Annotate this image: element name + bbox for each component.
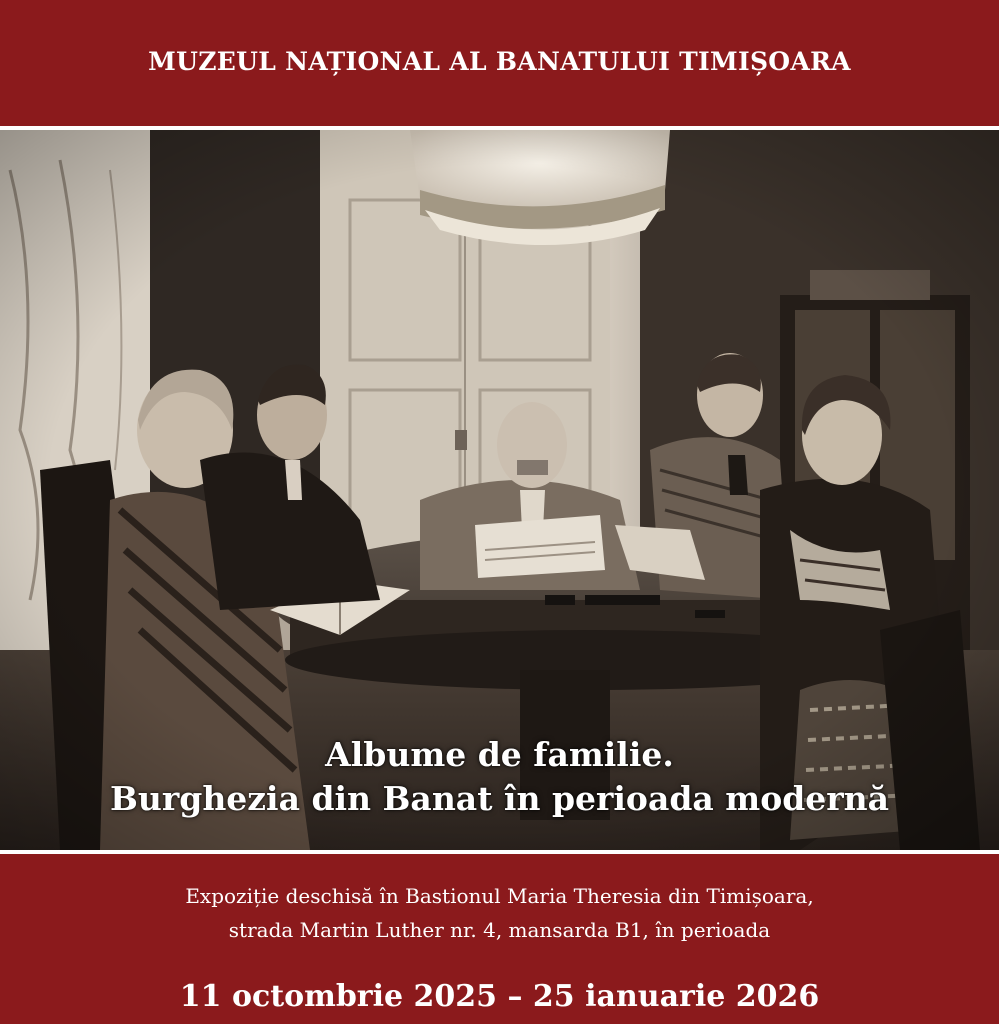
museum-name: MUZEUL NAȚIONAL AL BANATULUI TIMIȘOARA bbox=[148, 47, 851, 76]
venue-line: Expoziție deschisă în Bastionul Maria Theresia din Timișoara, bbox=[185, 884, 814, 908]
address-line: strada Martin Luther nr. 4, mansarda B1, în perioada bbox=[228, 918, 771, 942]
family-photo bbox=[0, 130, 999, 850]
exhibit-title-line2: Burghezia din Banat în perioada modernă bbox=[109, 779, 890, 818]
header-banner bbox=[0, 0, 999, 126]
exhibit-title-line1: Albume de familie. bbox=[325, 735, 674, 774]
exhibition-dates: 11 octombrie 2025 – 25 ianuarie 2026 bbox=[179, 979, 820, 1014]
footer-banner bbox=[0, 854, 999, 1024]
